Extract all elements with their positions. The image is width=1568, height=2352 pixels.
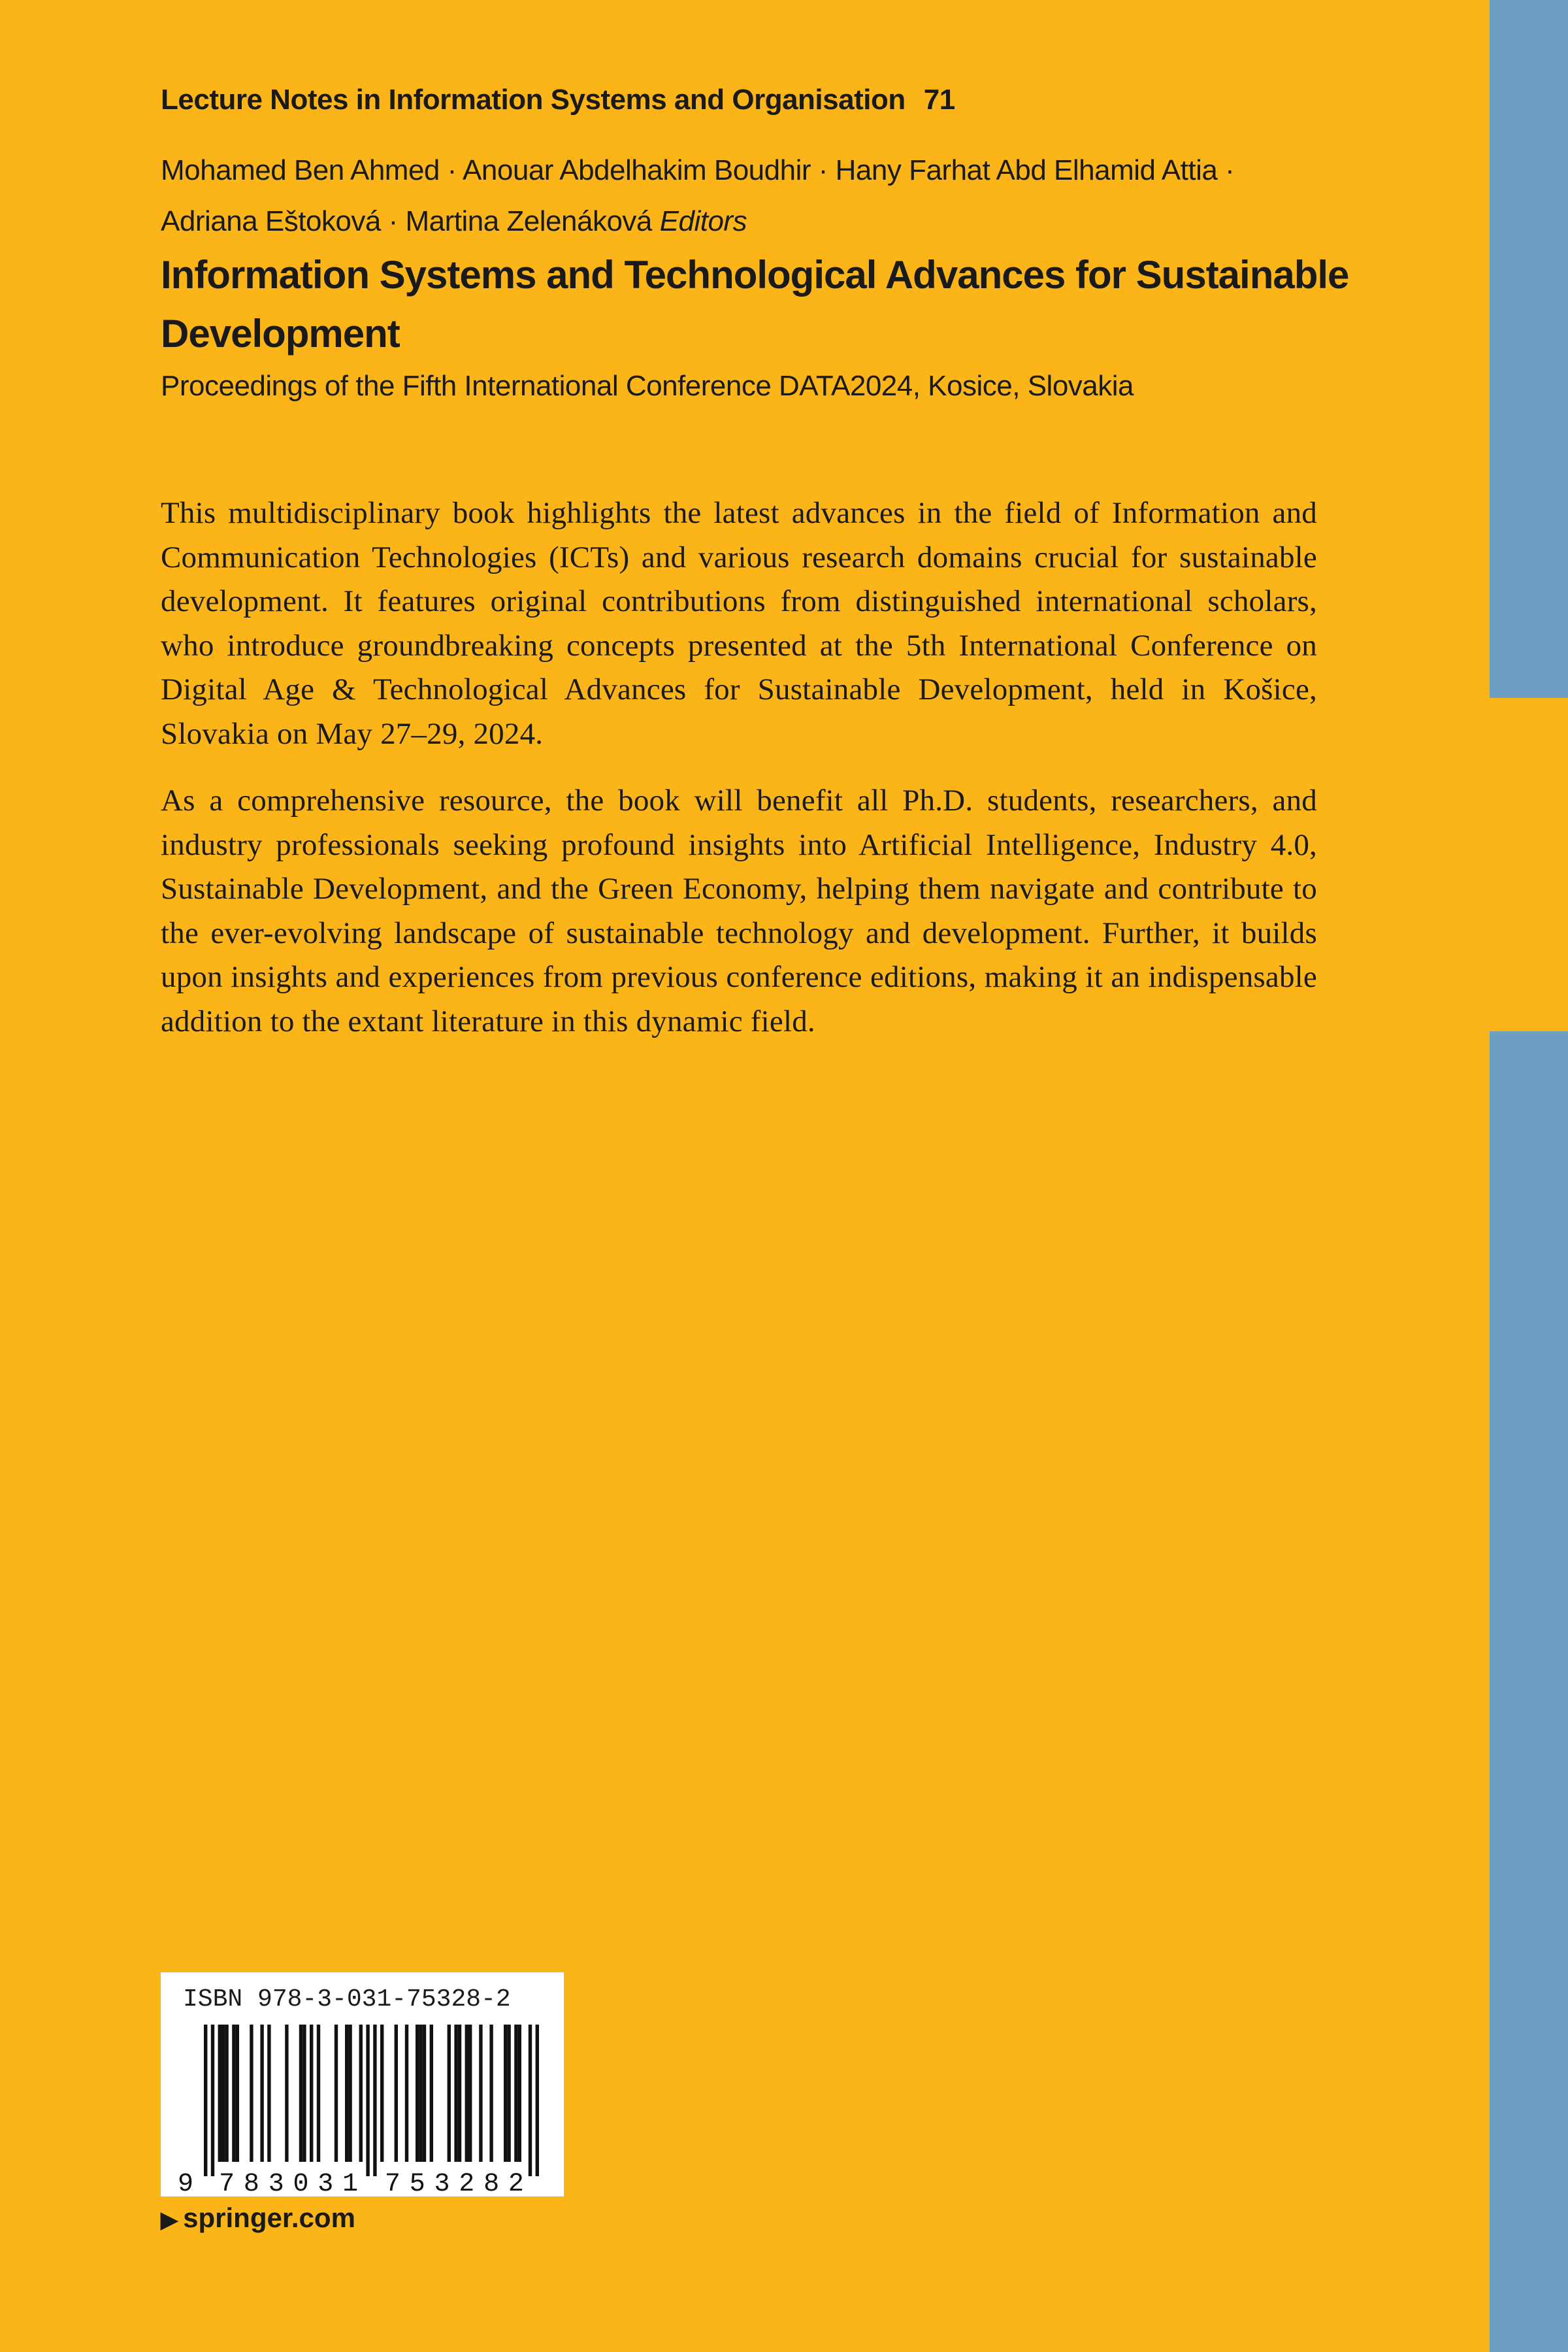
barcode-bar (317, 2025, 320, 2162)
isbn-text: ISBN 978-3-031-75328-2 (183, 1985, 511, 2013)
barcode-guard-bar (211, 2025, 214, 2176)
barcode-bar (423, 2025, 426, 2162)
barcode-bar (405, 2025, 408, 2162)
barcode-bar (250, 2025, 253, 2162)
barcode-digit: 1 (342, 2170, 359, 2196)
barcode-digit: 5 (409, 2170, 425, 2196)
series-header (161, 84, 955, 116)
blurb-paragraph-1: This multidisciplinary book highlights the latest advances in the field of Information and Communication Technologies (ICTs) and various research domains crucial for sustainable development. It features original contributions from distinguished international scholars, who introduce groundbreaking concepts presented at the 5th International Conference on Digital Age & Technological Advances for Sustainable Development, held in Košice, Slovakia on May 27–29, 2024. (161, 496, 1317, 751)
barcode-bar (518, 2025, 521, 2162)
blurb-paragraph-2: As a comprehensive resource, the book will benefit all Ph.D. students, researchers, and industry professionals seeking profound insights into Artificial Intelligence, Industry 4.0, Sustainable Development, and the Green Economy, helping them navigate and contribute to the ever-evolving landscape of sustainable technology and development. Further, it builds upon insights and experiences from previous conference editions, making it an indispensable addition to the extant literature in this dynamic field. (161, 784, 1317, 1038)
barcode-bar (419, 2025, 422, 2162)
barcode-bar (479, 2025, 482, 2162)
editors-line-2: Adriana Eštoková · Martina Zelenáková (161, 205, 652, 237)
barcode-guard-bar (366, 2025, 369, 2176)
barcode-bar (458, 2025, 461, 2162)
barcode-bar (348, 2025, 351, 2162)
barcode-bar (507, 2025, 510, 2162)
barcode-digit: 0 (293, 2170, 309, 2196)
barcode-digit: 2 (508, 2170, 524, 2196)
barcode-guard-bar (373, 2025, 376, 2176)
barcode-bar (345, 2025, 348, 2162)
barcode-bar (302, 2025, 306, 2162)
barcode-bar (359, 2025, 363, 2162)
barcode-digit: 9 (177, 2170, 194, 2196)
barcode-digit: 3 (318, 2170, 334, 2196)
barcode-bar (380, 2025, 384, 2162)
barcode-bar (267, 2025, 270, 2162)
spine-stripe-top (1490, 0, 1568, 698)
barcode-bar (430, 2025, 433, 2162)
barcode-bar (454, 2025, 457, 2162)
publisher-link[interactable] (161, 2202, 355, 2234)
barcode-bar (299, 2025, 302, 2162)
editors-block (161, 145, 1454, 247)
barcode-digit: 2 (459, 2170, 475, 2196)
barcode-bar (310, 2025, 313, 2162)
barcode-bar (465, 2025, 468, 2162)
barcode-bar (225, 2025, 228, 2162)
barcode-bar (504, 2025, 507, 2162)
barcode-graphic (161, 1972, 564, 2196)
barcode-bar (468, 2025, 472, 2162)
series-volume: 71 (923, 84, 955, 116)
book-title-line-1: Information Systems and Technological Advances for Sustainable (161, 253, 1349, 297)
barcode-bar (489, 2025, 493, 2162)
barcode-digit: 3 (434, 2170, 450, 2196)
book-title (161, 246, 1415, 363)
barcode-bar (335, 2025, 338, 2162)
book-title-line-2: Development (161, 312, 400, 356)
barcode-bar (514, 2025, 517, 2162)
barcode-bar (232, 2025, 235, 2162)
spine-stripe-bottom (1490, 1031, 1568, 2352)
editors-line-1: Mohamed Ben Ahmed · Anouar Abdelhakim Boudhir · Hany Farhat Abd Elhamid Attia · (161, 154, 1235, 186)
barcode-guard-bar (529, 2025, 532, 2176)
book-subtitle: Proceedings of the Fifth International Conference DATA2024, Kosice, Slovakia (161, 370, 1134, 402)
right-triangle-icon: ▶ (161, 2208, 178, 2232)
barcode-bar (236, 2025, 239, 2162)
barcode-guard-bar (536, 2025, 539, 2176)
barcode-digit: 3 (268, 2170, 284, 2196)
publisher-website: springer.com (183, 2202, 355, 2233)
barcode-bar (395, 2025, 398, 2162)
editors-role: Editors (659, 205, 747, 237)
barcode-guard-bar (204, 2025, 207, 2176)
barcode-label (161, 1972, 564, 2196)
barcode-digit: 8 (243, 2170, 259, 2196)
barcode-digit: 7 (219, 2170, 235, 2196)
barcode-bar (448, 2025, 451, 2162)
barcode-digit: 8 (483, 2170, 500, 2196)
barcode-bar (416, 2025, 419, 2162)
barcode-bar (218, 2025, 221, 2162)
series-name: Lecture Notes in Information Systems and Organisation (161, 84, 906, 116)
barcode-bar (221, 2025, 225, 2162)
barcode-bar (260, 2025, 263, 2162)
barcode-bar (285, 2025, 288, 2162)
barcode-digit: 7 (384, 2170, 400, 2196)
